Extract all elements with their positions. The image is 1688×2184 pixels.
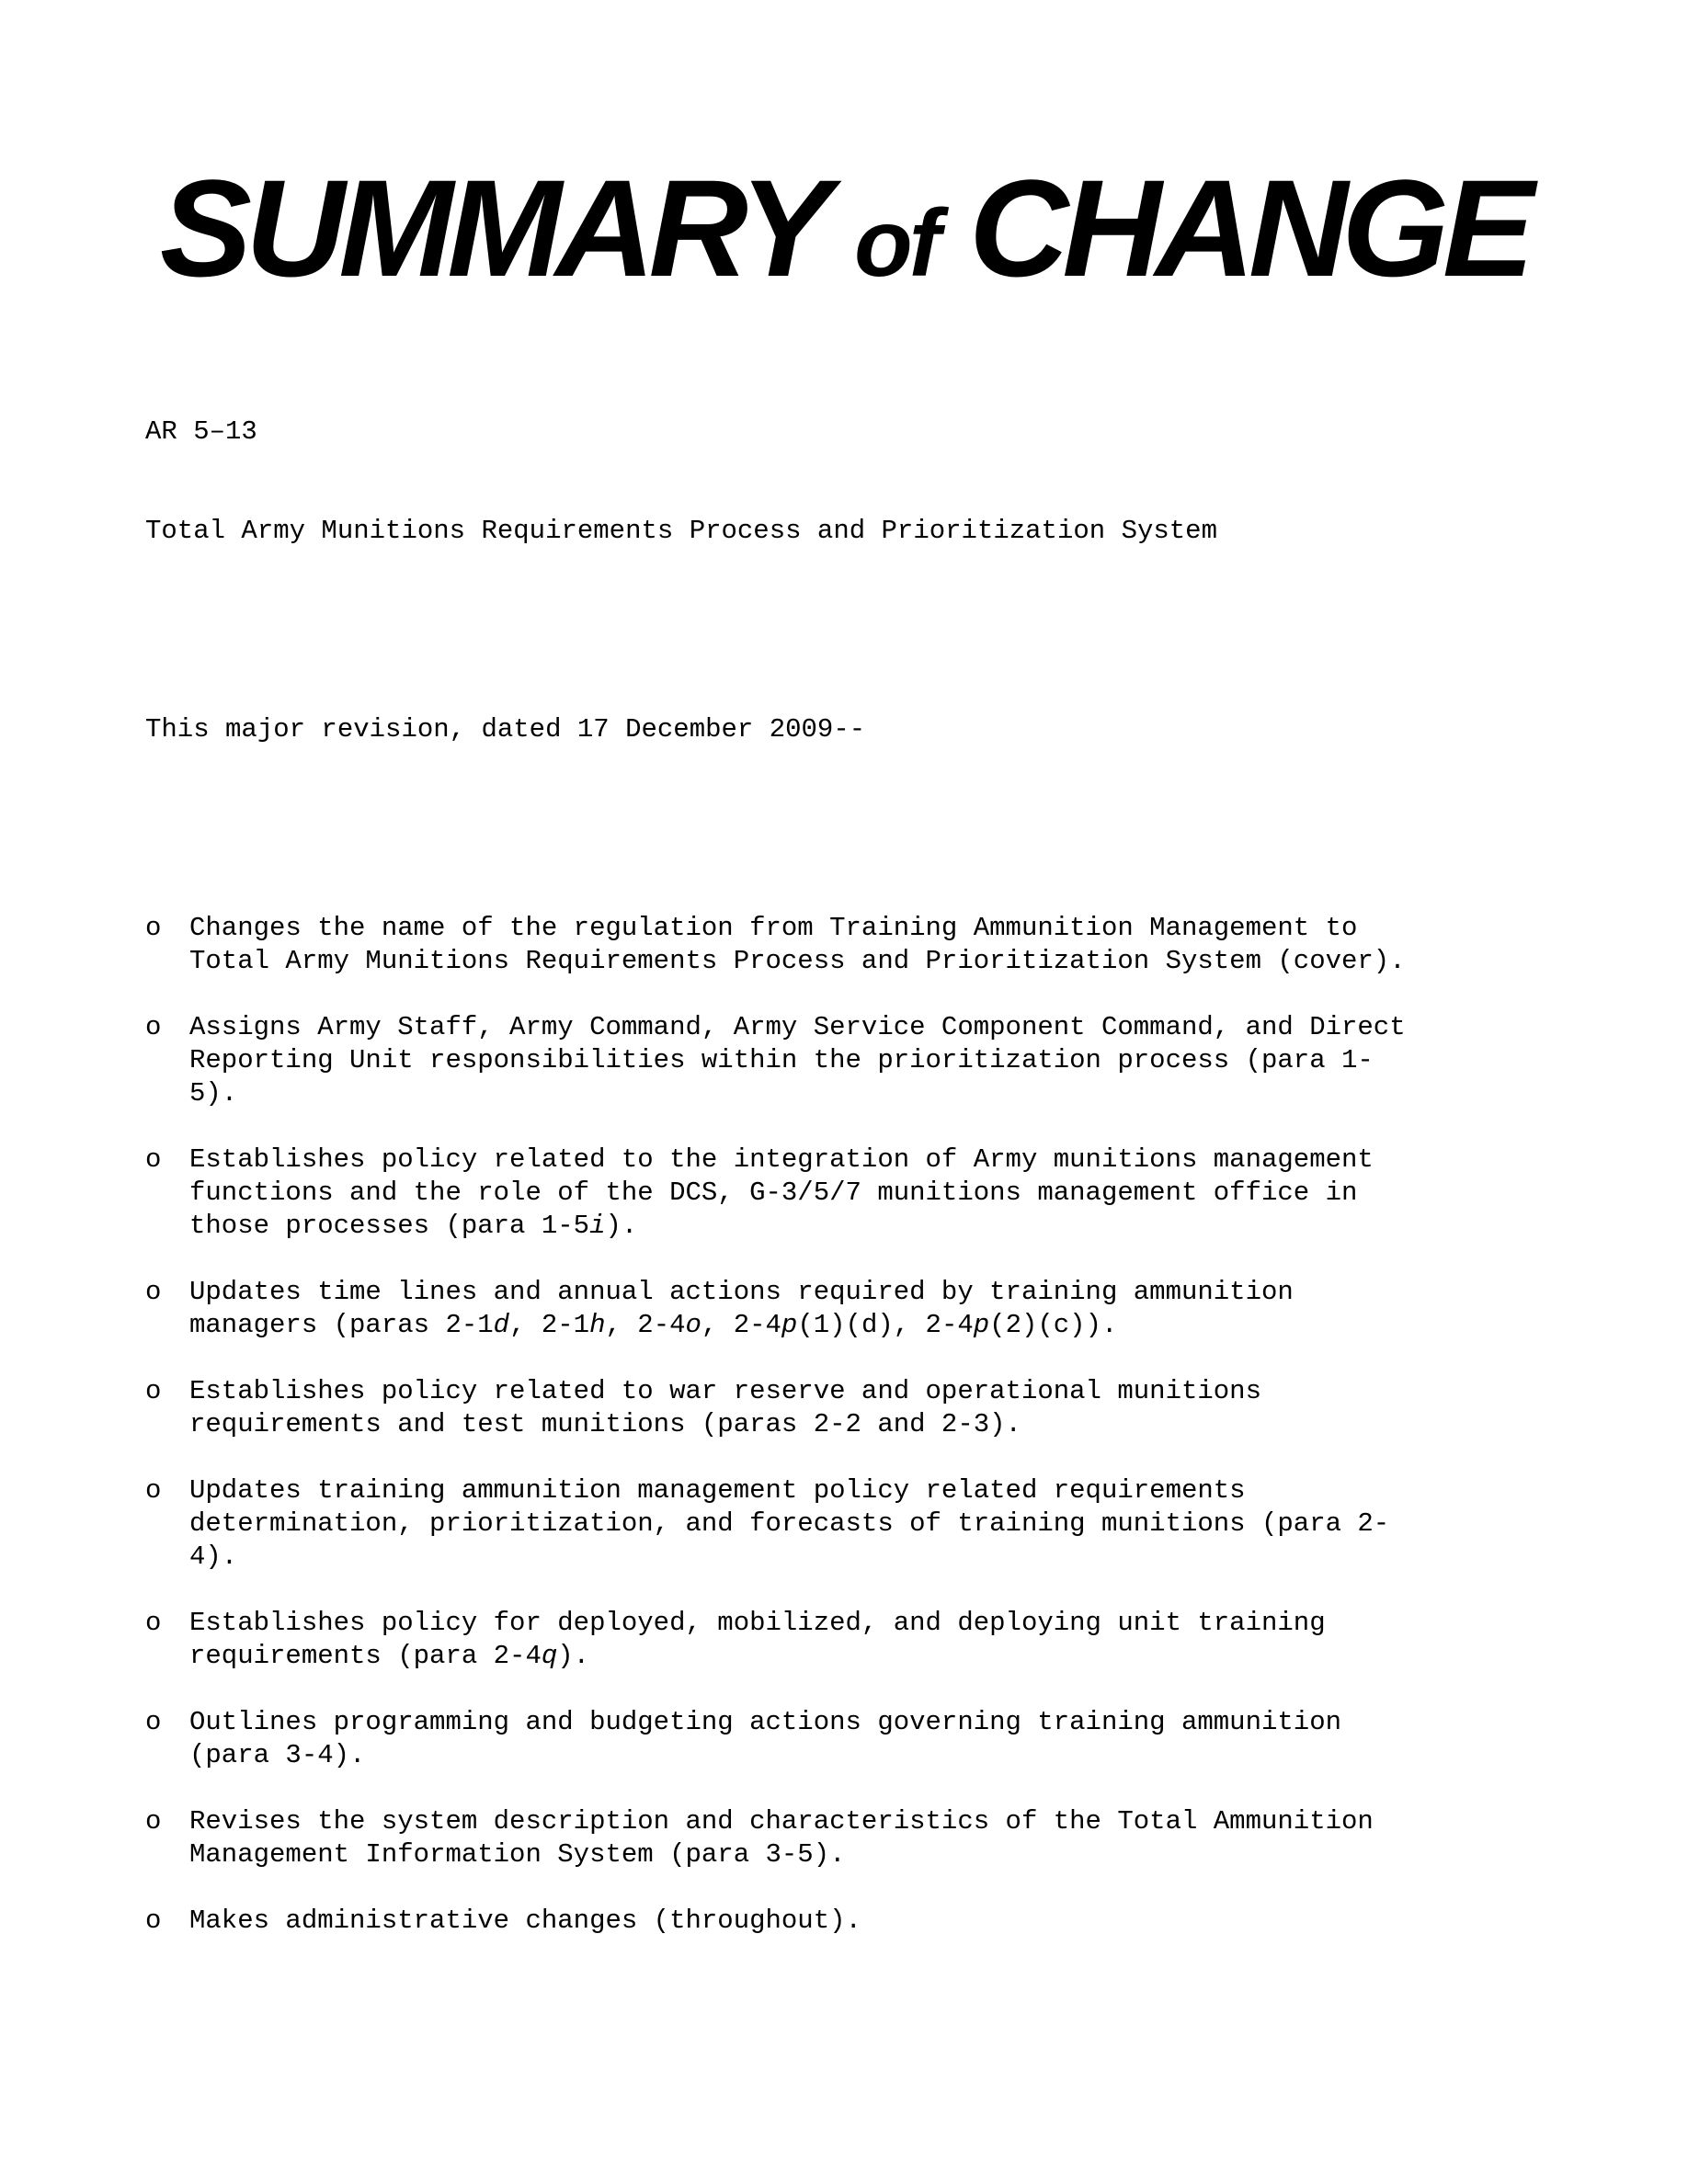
summary-content bbox=[145, 349, 1635, 1971]
list-item bbox=[145, 1905, 1635, 1938]
list-item bbox=[145, 1375, 1635, 1441]
spacer bbox=[145, 614, 1635, 647]
list-item-text: Reporting Unit responsibilities within the prioritization process (para 1- bbox=[189, 1045, 1374, 1075]
list-item bbox=[145, 1706, 1635, 1772]
list-item bbox=[145, 1474, 1635, 1574]
list-item-first-line bbox=[145, 1276, 1635, 1309]
regulation-title: Total Army Munitions Requirements Process and Prioritization System bbox=[145, 516, 1217, 546]
bullet-indent bbox=[145, 1739, 189, 1772]
list-item-continuation-line bbox=[145, 1640, 1635, 1673]
list-item-text: Establishes policy for deployed, mobilized, and deploying unit training bbox=[189, 1608, 1326, 1638]
list-item-continuation-line bbox=[145, 945, 1635, 978]
spacer bbox=[145, 978, 1635, 1011]
list-item bbox=[145, 1143, 1635, 1243]
list-item-text: requirements (para 2-4q). bbox=[189, 1641, 590, 1671]
bullet-marker: o bbox=[145, 913, 162, 943]
list-item-continuation-line bbox=[145, 1408, 1635, 1441]
page-title bbox=[0, 151, 1688, 317]
bullet-marker: o bbox=[145, 1806, 162, 1837]
list-item-text: 5). bbox=[189, 1078, 238, 1109]
list-item-continuation-line bbox=[145, 1739, 1635, 1772]
bullet-indent bbox=[145, 1044, 189, 1077]
spacer bbox=[145, 1342, 1635, 1375]
list-item-first-line bbox=[145, 1474, 1635, 1507]
bullet-indent bbox=[145, 1640, 189, 1673]
list-item-text: Outlines programming and budgeting actions governing training ammunition bbox=[189, 1707, 1342, 1737]
spacer bbox=[145, 813, 1635, 846]
list-item-text: requirements and test munitions (paras 2-2 and 2-3). bbox=[189, 1409, 1021, 1439]
bullet-indent bbox=[145, 1507, 189, 1541]
bullet-indent bbox=[145, 1838, 189, 1871]
bullet-indent bbox=[145, 1077, 189, 1110]
list-item-continuation-line bbox=[145, 1838, 1635, 1871]
list-item-continuation-line bbox=[145, 1044, 1635, 1077]
list-item-text: Changes the name of the regulation from Training Ammunition Management to bbox=[189, 913, 1358, 943]
title-change: CHANGE bbox=[937, 151, 1529, 305]
list-item-continuation-line bbox=[145, 1507, 1635, 1541]
title-of: of bbox=[854, 190, 938, 297]
list-item-continuation-line bbox=[145, 1210, 1635, 1243]
list-item-continuation-line bbox=[145, 1309, 1635, 1342]
bullet-marker: o bbox=[145, 1144, 162, 1175]
list-item-first-line bbox=[145, 1143, 1635, 1177]
title-summary: SUMMARY bbox=[159, 151, 855, 305]
list-item-continuation-line bbox=[145, 1541, 1635, 1574]
list-item-text: Updates training ammunition management policy related requirements bbox=[189, 1475, 1246, 1506]
list-item-text: those processes (para 1-5i). bbox=[189, 1211, 638, 1241]
change-list bbox=[145, 912, 1635, 1938]
list-item-text: Assigns Army Staff, Army Command, Army Service Component Command, and Direct bbox=[189, 1012, 1406, 1042]
list-item-continuation-line bbox=[145, 1077, 1635, 1110]
list-item-text: Total Army Munitions Requirements Process and Prioritization System (cover). bbox=[189, 946, 1406, 976]
regulation-number: AR 5–13 bbox=[145, 416, 257, 447]
spacer bbox=[145, 1574, 1635, 1607]
bullet-marker: o bbox=[145, 1376, 162, 1406]
list-item-first-line bbox=[145, 1607, 1635, 1640]
bullet-indent bbox=[145, 945, 189, 978]
list-item-first-line bbox=[145, 1905, 1635, 1938]
list-item bbox=[145, 1607, 1635, 1673]
list-item-continuation-line bbox=[145, 1177, 1635, 1210]
list-item-text: managers (paras 2-1d, 2-1h, 2-4o, 2-4p(1)(d), 2-4p(2)(c)). bbox=[189, 1310, 1118, 1340]
list-item-text: Management Information System (para 3-5). bbox=[189, 1839, 846, 1870]
bullet-marker: o bbox=[145, 1707, 162, 1737]
bullet-marker: o bbox=[145, 1475, 162, 1506]
list-item bbox=[145, 1805, 1635, 1871]
bullet-indent bbox=[145, 1408, 189, 1441]
spacer bbox=[145, 1871, 1635, 1905]
list-item bbox=[145, 912, 1635, 978]
list-item-first-line bbox=[145, 912, 1635, 945]
spacer bbox=[145, 1772, 1635, 1805]
list-item-text: Establishes policy related to war reserve and operational munitions bbox=[189, 1376, 1261, 1406]
list-item-first-line bbox=[145, 1706, 1635, 1739]
spacer bbox=[145, 1673, 1635, 1706]
spacer bbox=[145, 1110, 1635, 1143]
list-item-first-line bbox=[145, 1805, 1635, 1838]
revision-statement: This major revision, dated 17 December 2009-- bbox=[145, 714, 866, 745]
bullet-indent bbox=[145, 1309, 189, 1342]
bullet-marker: o bbox=[145, 1012, 162, 1042]
bullet-indent bbox=[145, 1210, 189, 1243]
list-item bbox=[145, 1276, 1635, 1342]
list-item-text: Makes administrative changes (throughout). bbox=[189, 1905, 861, 1936]
list-item-text: Establishes policy related to the integration of Army munitions management bbox=[189, 1144, 1374, 1175]
list-item-text: 4). bbox=[189, 1541, 238, 1572]
bullet-marker: o bbox=[145, 1608, 162, 1638]
list-item-text: functions and the role of the DCS, G-3/5/7 munitions management office in bbox=[189, 1177, 1358, 1208]
list-item bbox=[145, 1011, 1635, 1110]
spacer bbox=[145, 1243, 1635, 1276]
list-item-text: Updates time lines and annual actions required by training ammunition bbox=[189, 1277, 1294, 1307]
list-item-first-line bbox=[145, 1011, 1635, 1044]
bullet-marker: o bbox=[145, 1277, 162, 1307]
bullet-indent bbox=[145, 1177, 189, 1210]
bullet-indent bbox=[145, 1541, 189, 1574]
list-item-text: (para 3-4). bbox=[189, 1740, 366, 1770]
bullet-marker: o bbox=[145, 1905, 162, 1936]
spacer bbox=[145, 1441, 1635, 1474]
list-item-first-line bbox=[145, 1375, 1635, 1408]
list-item-text: Revises the system description and characteristics of the Total Ammunition bbox=[189, 1806, 1374, 1837]
list-item-text: determination, prioritization, and forecasts of training munitions (para 2- bbox=[189, 1508, 1390, 1539]
